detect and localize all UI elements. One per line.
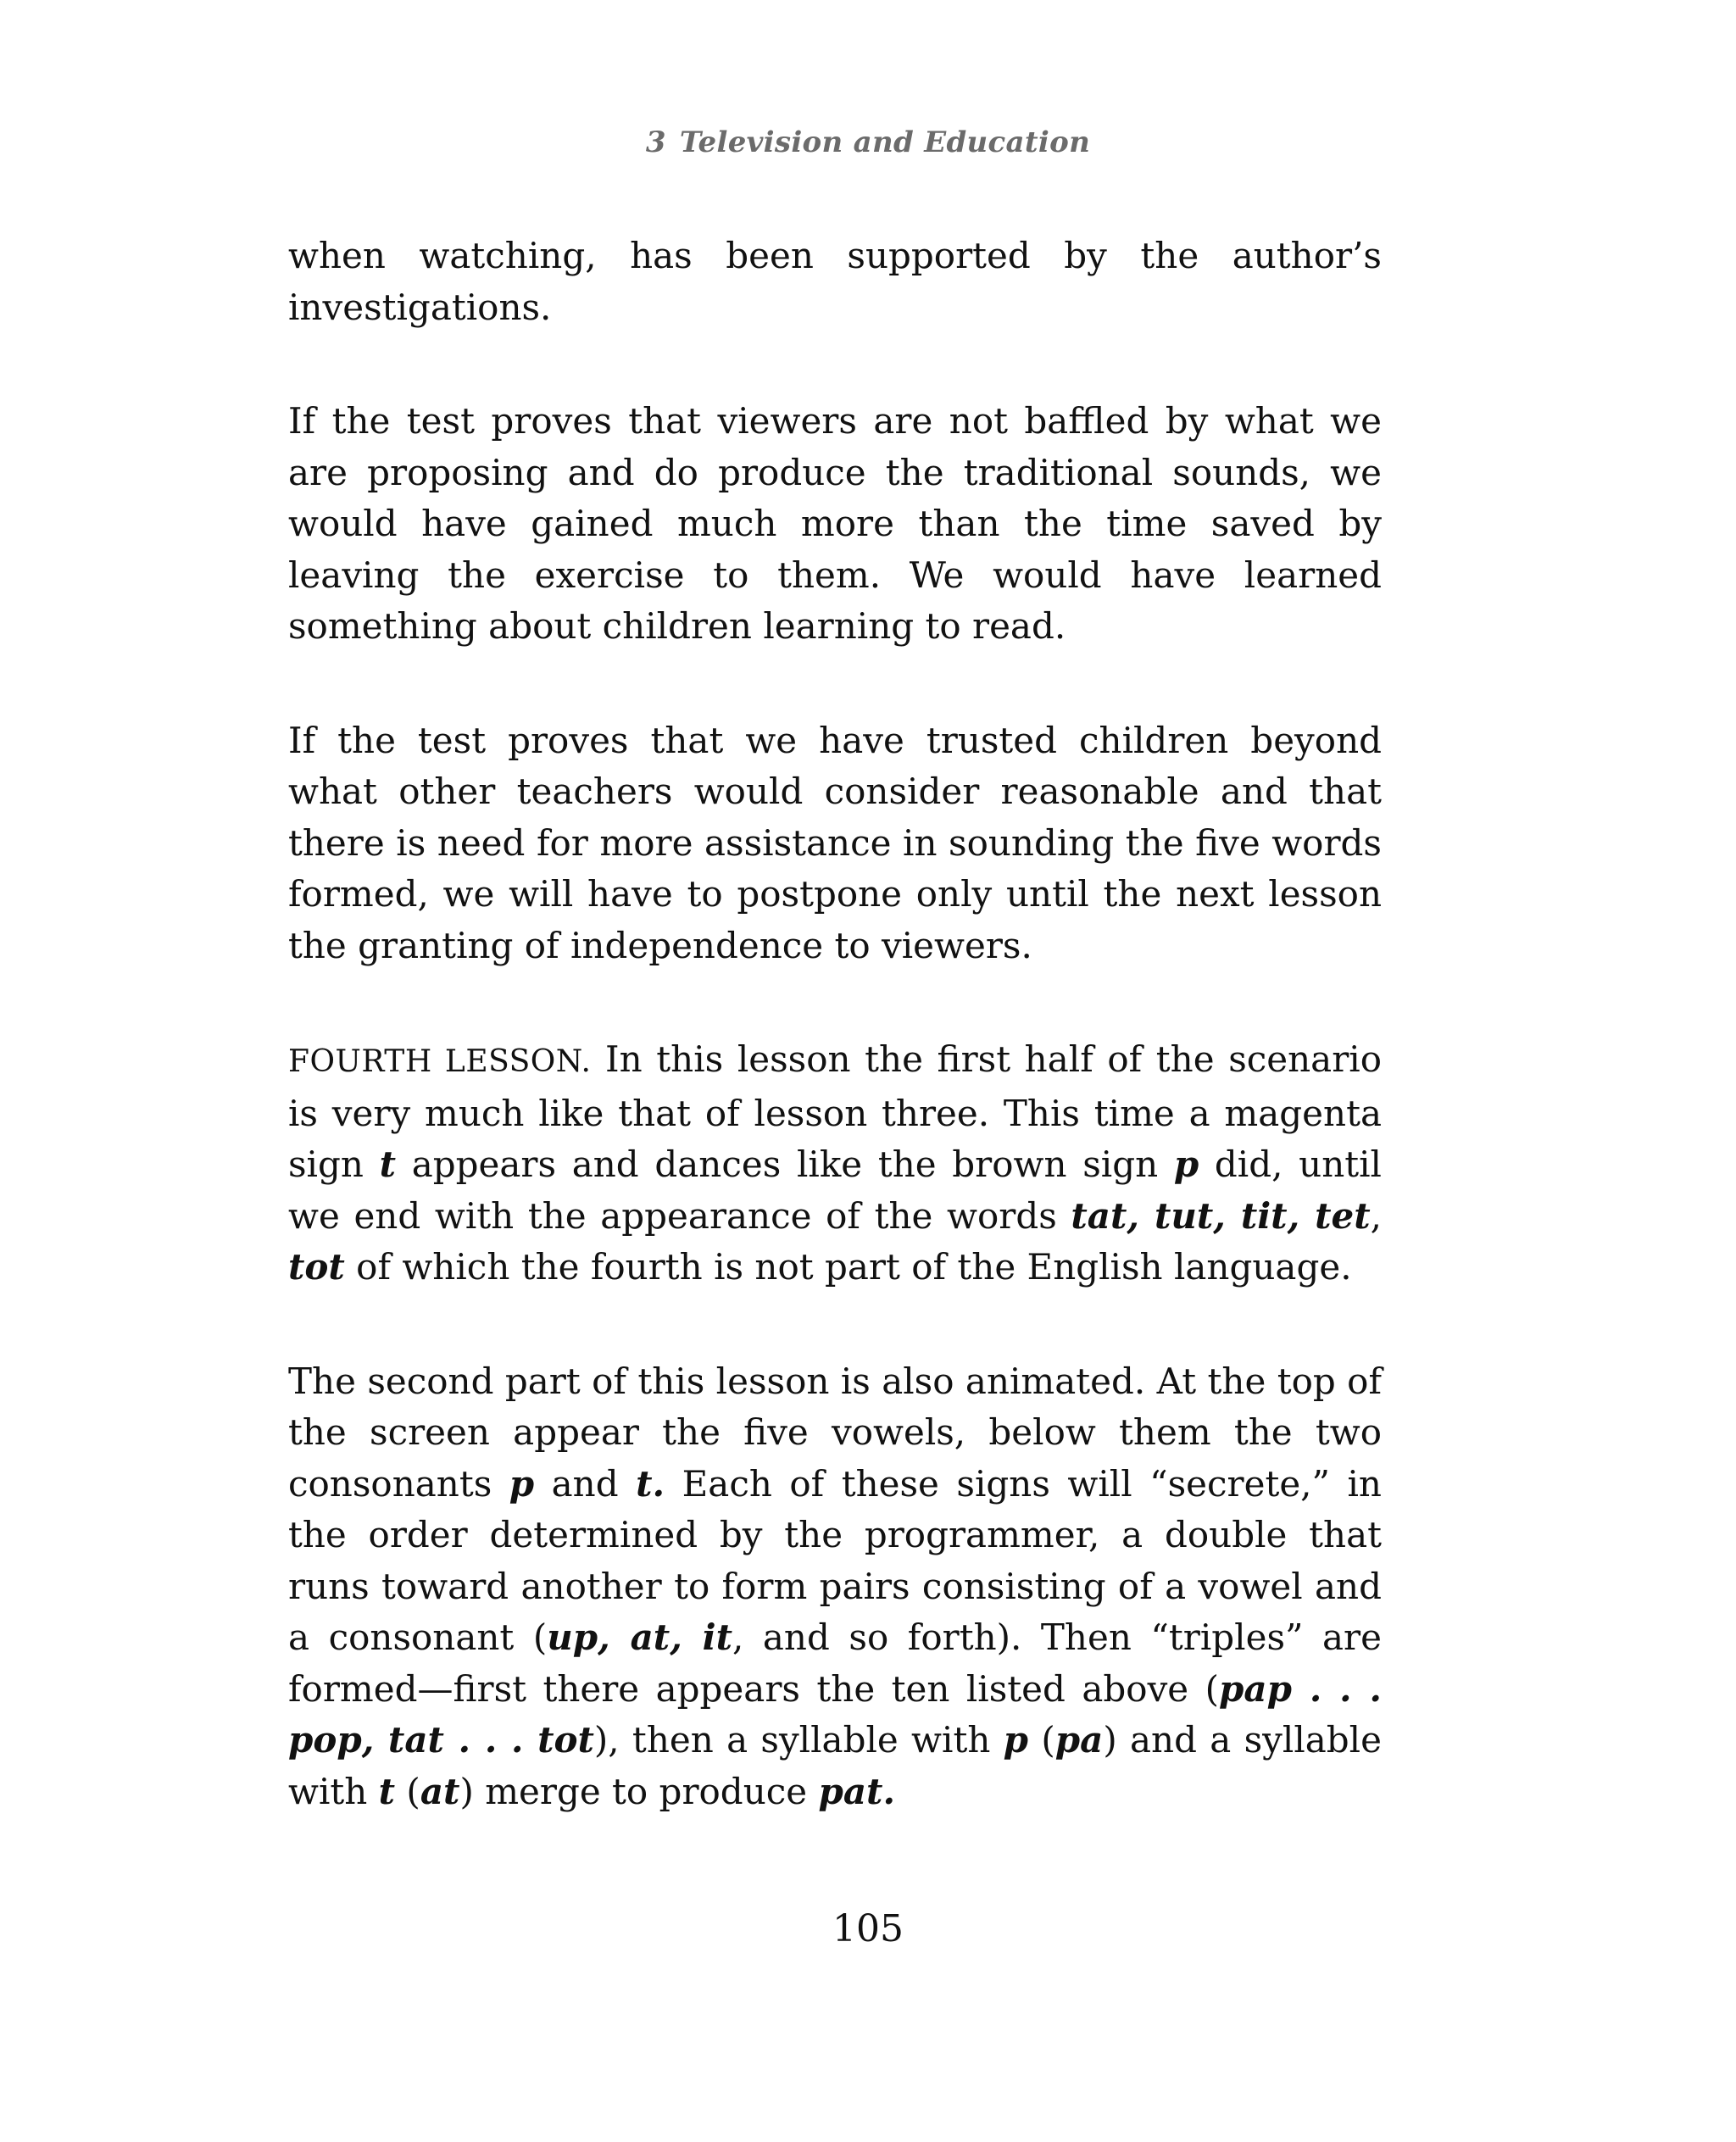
emphasis: t. xyxy=(636,1462,665,1505)
emphasis: tot xyxy=(288,1246,345,1288)
paragraph: If the test proves that we have trusted children beyond what other teachers would consider reasonable and that there is need for more assistance in sounding the five words formed, we will have to postpone only until the next lesson the granting of independence to viewers. xyxy=(288,719,1382,966)
page-number: 105 xyxy=(832,1907,904,1950)
emphasis: p xyxy=(509,1462,535,1505)
text-run: ( xyxy=(1028,1719,1055,1761)
paragraph: If the test proves that viewers are not baffled by what we are proposing and do produce the traditional sounds, we would have gained much more than the time saved by leaving the exercise to them. We would have learned something about children learning to read. xyxy=(288,400,1382,647)
emphasis: p xyxy=(1173,1143,1199,1185)
paragraph-fourth-lesson xyxy=(288,1034,1382,1294)
text-run: of which the fourth is not part of the English language. xyxy=(344,1246,1352,1288)
text-run: Each of these signs will “secrete,” in the order determined by the programmer, a double that runs toward another to form pairs consisting of a vowel and a consonant ( xyxy=(288,1462,1382,1658)
text-run: ( xyxy=(395,1770,420,1812)
text-run: ), then a syllable with xyxy=(593,1719,1004,1761)
text-line: investigations. xyxy=(288,286,552,328)
running-head xyxy=(0,125,1736,159)
emphasis: pat. xyxy=(818,1770,896,1812)
emphasis: t xyxy=(378,1770,396,1812)
text-run: In this lesson the first half of the scenario is very much like that of lesson three. This time a magenta sign xyxy=(288,1038,1383,1185)
emphasis: pap . . . pop, tat . . . tot xyxy=(288,1667,1383,1761)
text-run: ) merge to produce xyxy=(459,1770,819,1812)
paragraph-continuation xyxy=(288,231,1382,333)
text-run: The second part of this lesson is also animated. At the top of the screen appear the five vowels, below them the two consonants xyxy=(288,1360,1382,1505)
section-lead: FOURTH LESSON. xyxy=(288,1044,592,1079)
paragraph xyxy=(288,1356,1382,1818)
emphasis: tat, tut, tit, tet xyxy=(1071,1194,1371,1237)
text-run: ) and a syllable with xyxy=(288,1719,1382,1812)
body-text xyxy=(288,231,1382,1880)
emphasis: up, at, it xyxy=(547,1616,732,1658)
emphasis: p xyxy=(1003,1719,1029,1761)
emphasis: at xyxy=(420,1770,460,1812)
text-run: appears and dances like the brown sign xyxy=(396,1143,1174,1185)
emphasis: t xyxy=(379,1143,397,1185)
text-run: did, until we end with the appearance of the words xyxy=(288,1143,1382,1237)
emphasis: pa xyxy=(1054,1719,1104,1761)
text-run: , xyxy=(1370,1194,1382,1237)
text-run: , and so forth). Then “triples” are formed—first there appears the ten listed above ( xyxy=(288,1616,1382,1710)
text-line: when watching, has been supported by the author’s xyxy=(288,235,1382,276)
text-run: and xyxy=(534,1462,637,1505)
chapter-title: Television and Education xyxy=(679,125,1091,159)
chapter-number: 3 xyxy=(645,125,666,159)
